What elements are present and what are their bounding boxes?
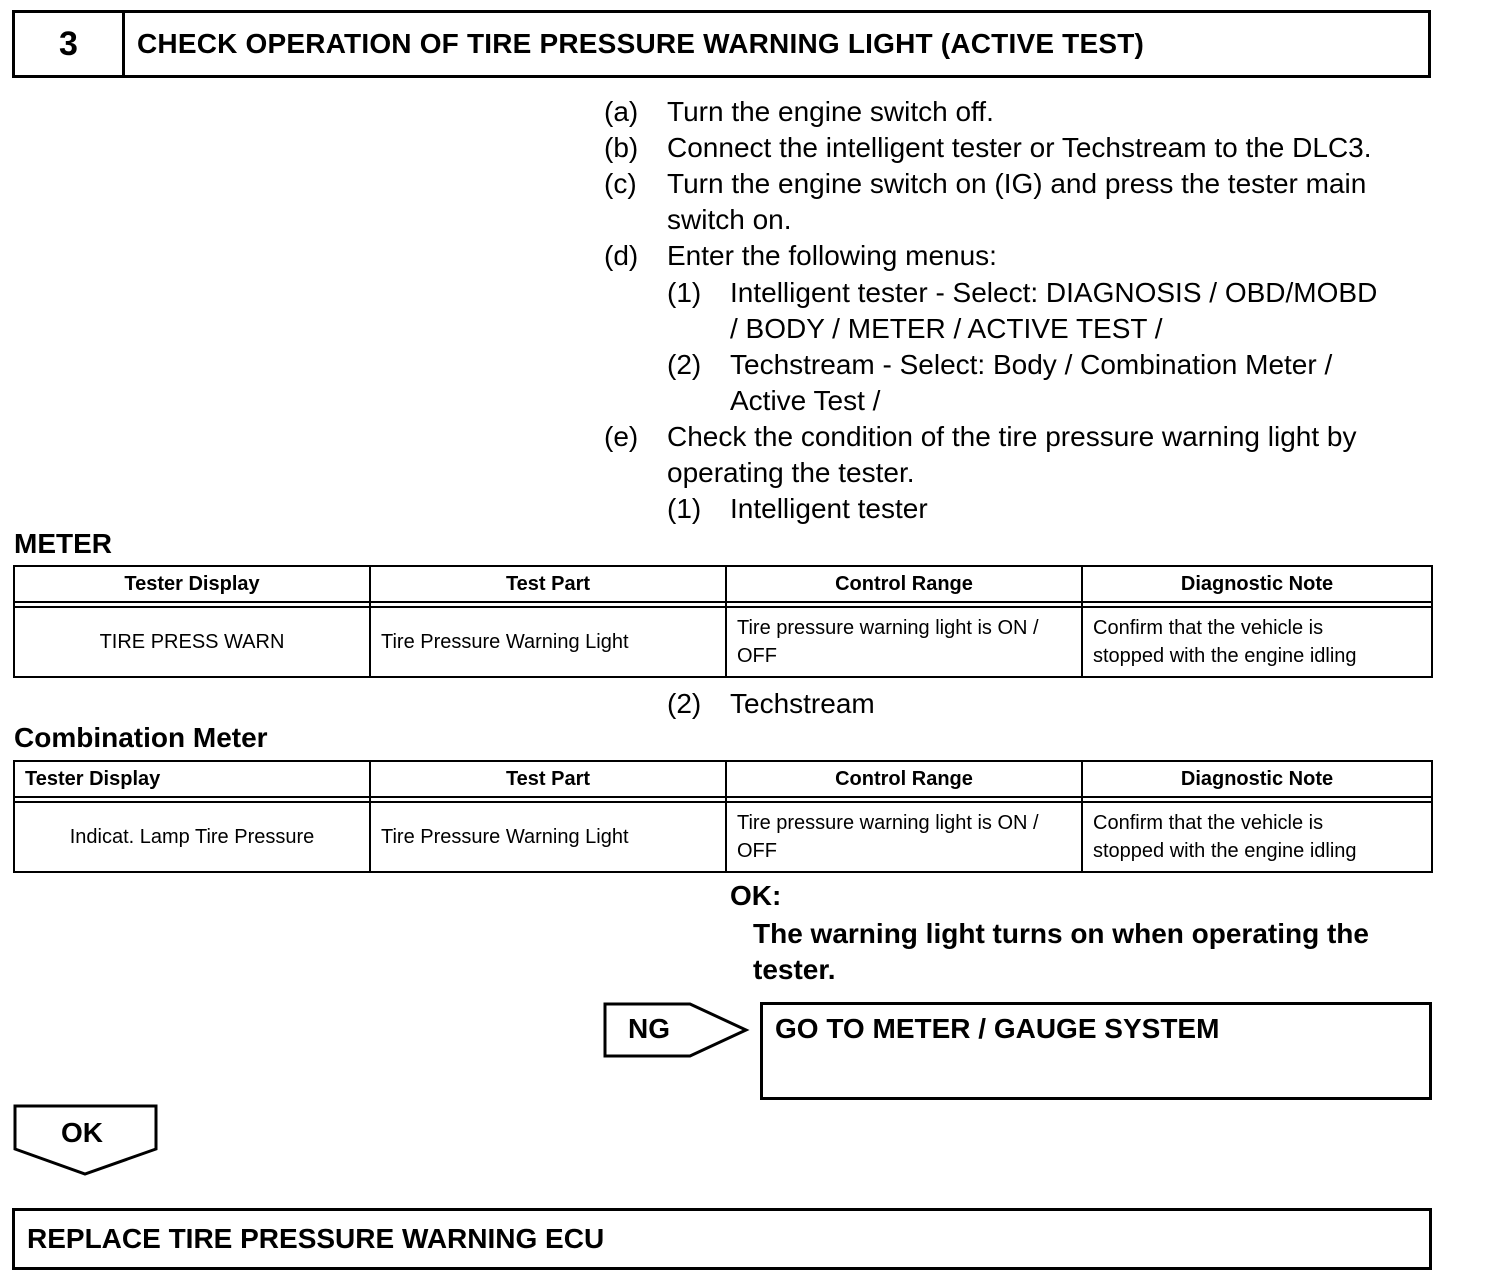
step-d-text: Enter the following menus: — [667, 240, 997, 271]
column-header: Control Range — [726, 566, 1082, 602]
column-header: Test Part — [370, 761, 726, 797]
ok-action-box — [12, 1208, 1432, 1270]
diagnostic-note-cell — [1082, 802, 1432, 872]
diagnostic-note-line1: Confirm that the vehicle is — [1093, 617, 1324, 639]
control-range-line1: Tire pressure warning light is ON / — [737, 617, 1039, 639]
column-header: Test Part — [370, 566, 726, 602]
ok-criteria-line1: The warning light turns on when operating the — [753, 918, 1369, 949]
ok-action-label: REPLACE TIRE PRESSURE WARNING ECU — [27, 1223, 605, 1254]
ng-label: NG — [628, 1013, 670, 1044]
ok-criteria-line2: tester. — [753, 954, 836, 985]
combination-table-title: Combination Meter — [14, 722, 268, 753]
test-part-cell: Tire Pressure Warning Light — [370, 607, 726, 677]
step-e-sub2-text: Techstream — [730, 688, 875, 719]
diagnostic-note-line2: stopped with the engine idling — [1093, 645, 1357, 667]
step-b-label: (b) — [604, 132, 639, 163]
step-a-label: (a) — [604, 96, 639, 127]
column-header: Tester Display — [14, 761, 370, 797]
control-range-line1: Tire pressure warning light is ON / — [737, 812, 1039, 834]
test-part-cell: Tire Pressure Warning Light — [370, 802, 726, 872]
table-row — [14, 802, 1432, 872]
diagnostic-note-line2: stopped with the engine idling — [1093, 840, 1357, 862]
meter-table-title: METER — [14, 528, 112, 559]
step-c-label: (c) — [604, 168, 637, 199]
diagnostic-note-cell — [1082, 607, 1432, 677]
column-header: Control Range — [726, 761, 1082, 797]
control-range-cell — [726, 802, 1082, 872]
step-c-line1: Turn the engine switch on (IG) and press the tester main — [667, 168, 1367, 199]
ok-criteria-title: OK: — [730, 880, 782, 911]
meter-table-header-row — [14, 566, 1432, 602]
ng-action-label: GO TO METER / GAUGE SYSTEM — [775, 1013, 1220, 1044]
diagnostic-note-line1: Confirm that the vehicle is — [1093, 812, 1324, 834]
step-e-line2: operating the tester. — [667, 457, 915, 488]
step-b-text: Connect the intelligent tester or Techstream to the DLC3. — [667, 132, 1372, 163]
combination-table-header-row — [14, 761, 1432, 797]
tester-display-cell: Indicat. Lamp Tire Pressure — [14, 802, 370, 872]
step-d-sub2-line1: Techstream - Select: Body / Combination Meter / — [730, 349, 1333, 380]
step-a-text: Turn the engine switch off. — [667, 96, 994, 127]
step-d-sub2-label: (2) — [667, 349, 702, 380]
step-e-sub1-text: Intelligent tester — [730, 493, 928, 524]
step-e-label: (e) — [604, 421, 639, 452]
ng-action-box — [760, 1002, 1432, 1100]
step-number: 3 — [15, 13, 125, 75]
table-row — [14, 607, 1432, 677]
step-c-line2: switch on. — [667, 204, 792, 235]
step-header — [12, 10, 1431, 78]
step-e-sub2-label: (2) — [667, 688, 702, 719]
step-title: CHECK OPERATION OF TIRE PRESSURE WARNING LIGHT (ACTIVE TEST) — [137, 28, 1145, 59]
column-header: Diagnostic Note — [1082, 761, 1432, 797]
step-d-label: (d) — [604, 240, 639, 271]
meter-table — [13, 565, 1433, 678]
step-d-sub1-line2: / BODY / METER / ACTIVE TEST / — [730, 313, 1163, 344]
step-d-sub2-line2: Active Test / — [730, 385, 881, 416]
control-range-cell — [726, 607, 1082, 677]
combination-table — [13, 760, 1433, 873]
step-d-sub1-label: (1) — [667, 277, 702, 308]
column-header: Tester Display — [14, 566, 370, 602]
step-d-sub1-line1: Intelligent tester - Select: DIAGNOSIS / OBD/MOBD — [730, 277, 1378, 308]
ng-arrow-icon — [602, 1000, 754, 1062]
step-e-sub1-label: (1) — [667, 493, 702, 524]
control-range-line2: OFF — [737, 645, 777, 667]
column-header: Diagnostic Note — [1082, 566, 1432, 602]
ok-label: OK — [61, 1117, 103, 1148]
control-range-line2: OFF — [737, 840, 777, 862]
step-e-line1: Check the condition of the tire pressure warning light by — [667, 421, 1357, 452]
tester-display-cell: TIRE PRESS WARN — [14, 607, 370, 677]
